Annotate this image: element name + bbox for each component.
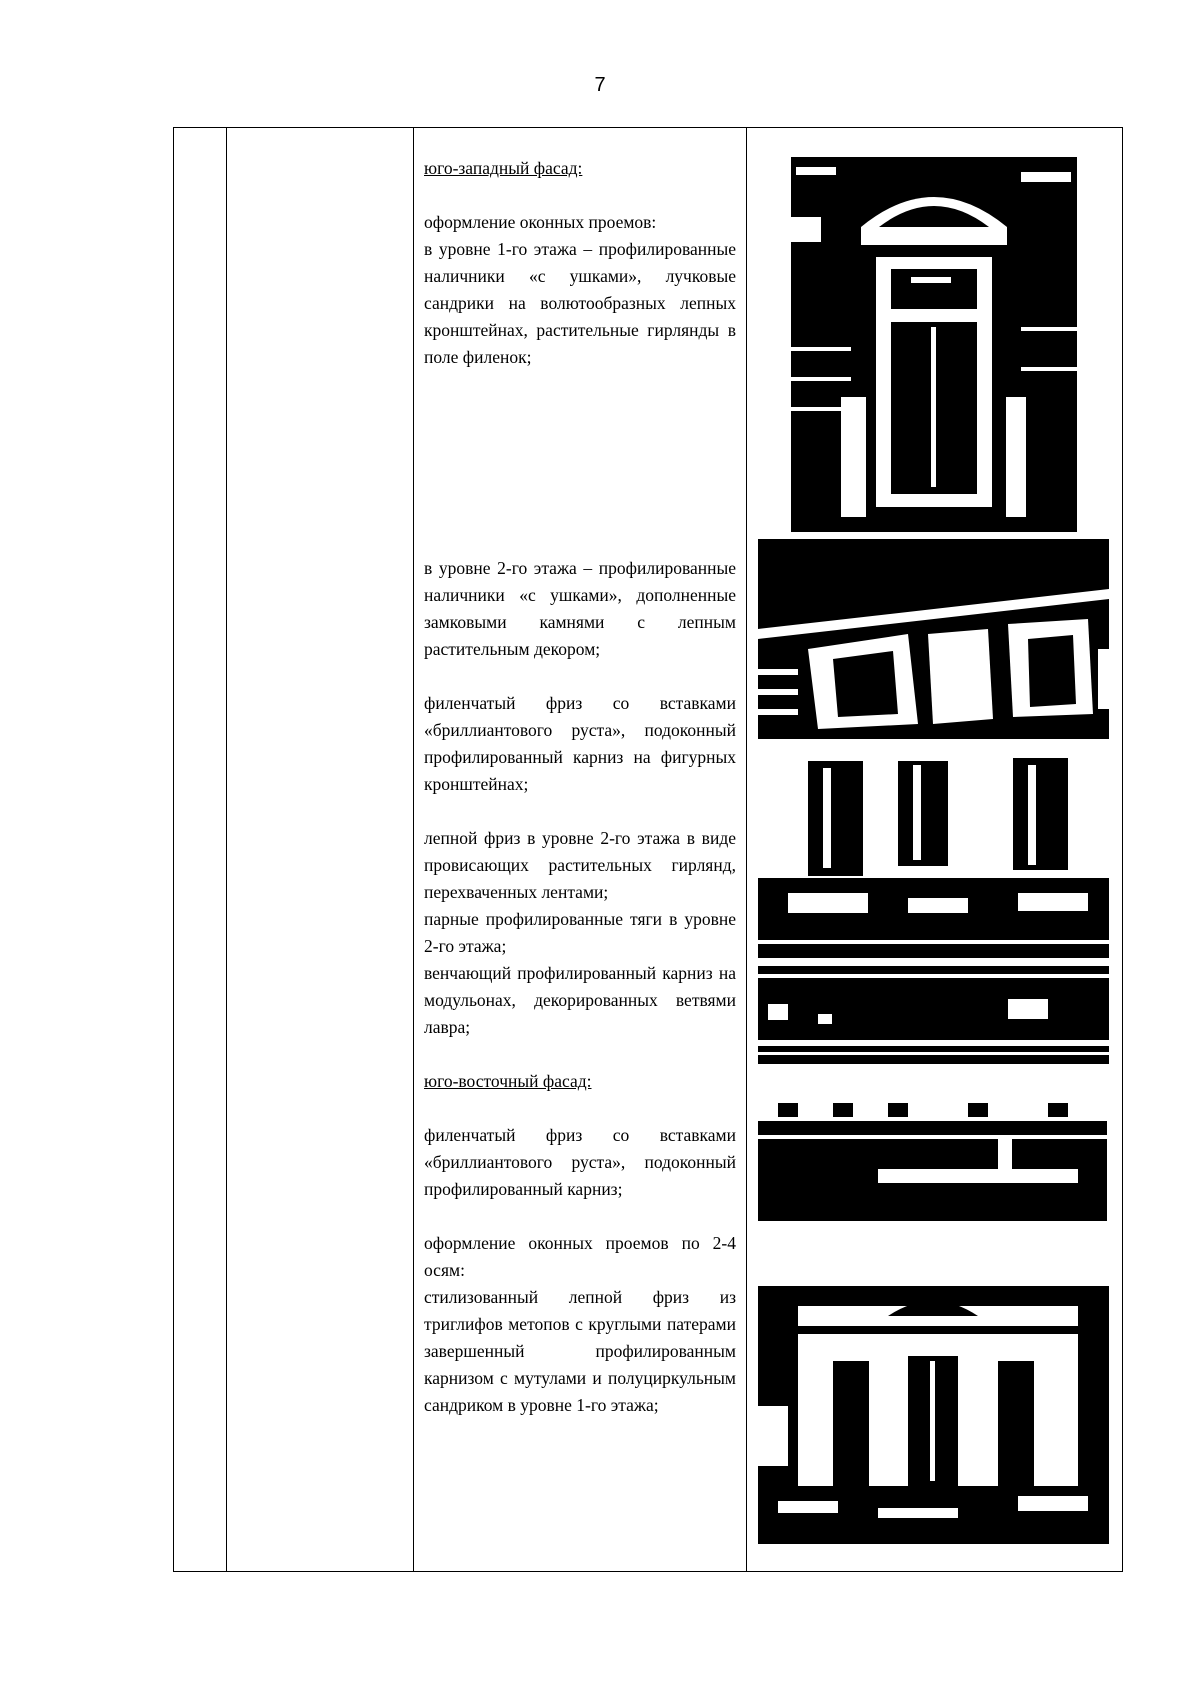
paragraph: парные профилированные тяги в уровне 2-го этажа; — [424, 909, 736, 956]
photo-south-east-windows — [758, 1286, 1109, 1544]
table-column-divider-1 — [226, 128, 227, 1571]
paragraph-gap — [424, 663, 736, 690]
text-block-1 — [424, 155, 736, 371]
paragraph-gap — [424, 798, 736, 825]
photo-window-1st-floor — [791, 157, 1077, 532]
paragraph: оформление оконных проемов: — [424, 212, 657, 232]
photo-south-east-frieze — [758, 1099, 1107, 1221]
photo-frieze-rustication — [758, 743, 1109, 940]
paragraph-gap — [424, 1203, 736, 1230]
page-number: 7 — [594, 74, 606, 96]
paragraph-gap — [424, 182, 736, 209]
paragraph: филенчатый фриз со вставками «бриллиантового руста», подоконный профилированный карниз на фигурных кронштейнах; — [424, 693, 736, 794]
paragraph: в уровне 2-го этажа – профилированные наличники «с ушками», дополненные замковыми камнями с лепным растительным декором; — [424, 558, 736, 659]
paragraph: лепной фриз в уровне 2-го этажа в виде провисающих растительных гирлянд, перехваченных лентами; — [424, 828, 736, 902]
paragraph: оформление оконных проемов по 2-4 осям: — [424, 1233, 736, 1280]
table-column-divider-2 — [413, 128, 414, 1571]
paragraph: стилизованный лепной фриз из триглифов метопов с круглыми патерами завершенный профилированным карнизом с мутулами и полуциркульным сандриком в уровне 1-го этажа; — [424, 1287, 736, 1415]
table-column-divider-3 — [746, 128, 747, 1571]
paragraph-gap — [424, 1095, 736, 1122]
paragraph: венчающий профилированный карниз на модульонах, декорированных ветвями лавра; — [424, 963, 736, 1037]
paragraph: в уровне 1-го этажа – профилированные наличники «с ушками», лучковые сандрики на волютообразных лепных кронштейнах, растительные гирлянды в поле филенок; — [424, 239, 736, 367]
text-block-2 — [424, 555, 736, 1419]
photo-cornice — [758, 944, 1109, 1064]
paragraph: филенчатый фриз со вставками «бриллиантового руста», подоконный профилированный карниз; — [424, 1125, 736, 1199]
section-heading: юго-западный фасад: — [424, 158, 583, 178]
photo-windows-2nd-floor — [758, 539, 1109, 739]
paragraph-gap — [424, 1041, 736, 1068]
section-heading: юго-восточный фасад: — [424, 1071, 592, 1091]
